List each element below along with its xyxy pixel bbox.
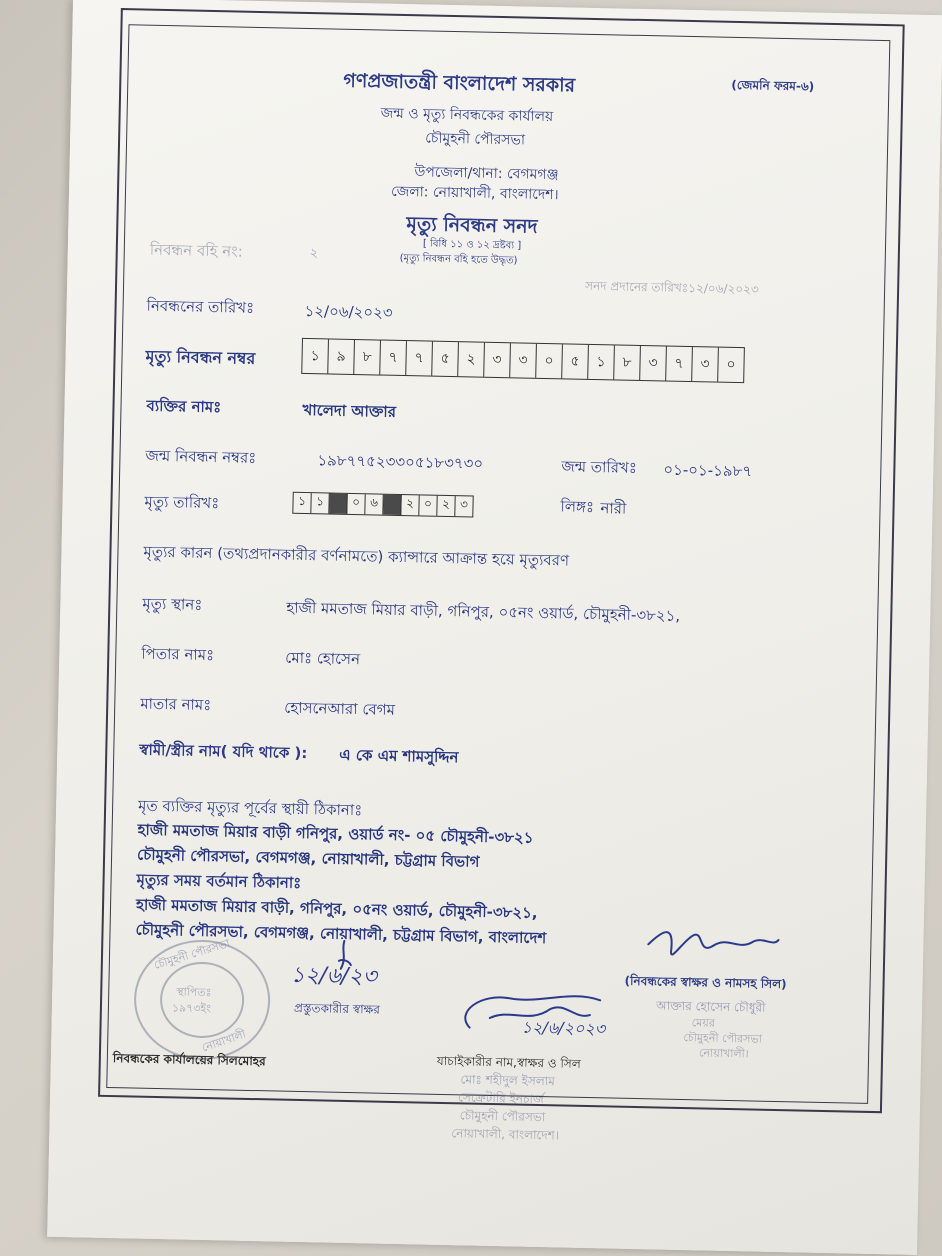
death-place: হাজী মমতাজ মিয়ার বাড়ী, গনিপুর, ০৫নং ওয়ার্ড, চৌমুহনী-৩৮২১, xyxy=(286,598,681,625)
verifier-label: যাচাইকারীর নাম,স্বাক্ষর ও সিল xyxy=(436,1053,581,1071)
registrar-stamp-district: নোয়াখালী। xyxy=(698,1046,749,1061)
verifier-stamp-title: সেক্রেটারি ইনচার্জ xyxy=(457,1090,544,1107)
birth-reg-number: ১৯৮৭৭৫২৩৩০৫১৮৩৭৩০ xyxy=(317,451,484,473)
date-separator-cell xyxy=(383,495,401,515)
form-number: (জেমনি ফরম-৬) xyxy=(731,77,815,94)
person-name-label: ব্যক্তির নামঃ xyxy=(146,396,222,417)
birth-reg-label: জন্ম নিবন্ধন নম্বরঃ xyxy=(145,446,257,467)
verifier-stamp-office: চৌমুহনী পৌরসভা xyxy=(459,1108,546,1125)
death-date-boxes xyxy=(292,492,473,518)
preparer-signature-label: প্রস্তুতকারীর স্বাক্ষর xyxy=(293,1000,381,1017)
certificate-title: মৃত্যু নিবন্ধন সনদ xyxy=(406,213,538,238)
gender: নারী xyxy=(600,499,627,518)
registrar-signature-label: (নিবন্ধকের স্বাক্ষর ও নামসহ সিল) xyxy=(624,973,787,992)
registrar-stamp-office: চৌমুহনী পৌরসভা xyxy=(683,1031,762,1046)
seal-top-text: চৌমুহনী পৌরসভা xyxy=(152,936,232,972)
cause-of-death: মৃত্যুর কারন (তথ্যপ্রদানকারীর বর্ণনামতে) ক্যান্সারে আক্রান্ত হয়ে মৃত্যুবরণ xyxy=(143,542,570,570)
dob-label: জন্ম তারিখঃ xyxy=(561,457,638,477)
father-name: মোঃ হোসেন xyxy=(285,648,361,669)
death-date-digit-cell: ১ xyxy=(293,493,311,513)
reg-digit-cell: ৭ xyxy=(380,341,407,376)
registrar-stamp-name: আক্তার হোসেন চৌধুরী xyxy=(655,998,766,1015)
reg-digit-cell: ৮ xyxy=(614,345,641,380)
office-seal-label: নিবন্ধকের কার্যালয়ের সিলমোহর xyxy=(112,1051,266,1069)
spouse-name: এ কে এম শামসুদ্দিন xyxy=(339,745,459,767)
spouse-name-label: স্বামী/স্ত্রীর নাম( যদি থাকে ): xyxy=(139,740,308,763)
current-address-line2: চৌমুহনী পৌরসভা, বেগমগঞ্জ, নোয়াখালী, চট্টগ্রাম বিভাগ, বাংলাদেশ xyxy=(135,920,547,948)
office-name: জন্ম ও মৃত্যু নিবন্ধকের কার্যালয় xyxy=(380,105,554,126)
seal-bottom-text: নোয়াখালী xyxy=(200,1027,248,1055)
seal-mid-text-1: স্থাপিতঃ xyxy=(176,985,212,1000)
death-date-digit-cell: ০ xyxy=(419,495,437,515)
date-of-birth: ০১-০১-১৯৮৭ xyxy=(663,460,753,481)
registration-date-label: নিবন্ধনের তারিখঃ xyxy=(146,296,255,317)
reg-digit-cell: ৭ xyxy=(666,347,693,382)
preparer-date: ১২/৬/২৩ xyxy=(290,962,378,990)
death-date-digit-cell: ২ xyxy=(437,496,455,516)
permanent-address-line2: চৌমুহনী পৌরসভা, বেগমগঞ্জ, নোয়াখালী, চট্টগ্রাম বিভাগ xyxy=(136,845,480,871)
verifier-date: ১২/৬/২০২৩ xyxy=(521,1017,606,1039)
registrar-stamp-title: মেয়র xyxy=(691,1016,715,1030)
death-date-digit-cell: ২ xyxy=(401,495,419,515)
gender-label: লিঙ্গঃ xyxy=(560,497,595,517)
reg-digit-cell: ৩ xyxy=(510,343,537,378)
death-date-digit-cell: ১ xyxy=(311,493,329,513)
municipality-name: চৌমুহনী পৌরসভা xyxy=(425,130,526,149)
upazila-line: উপজেলা/থানা: বেগমগঞ্জ xyxy=(414,164,559,184)
permanent-address-line1: হাজী মমতাজ মিয়ার বাড়ী গনিপুর, ওয়ার্ড নং- ০৫ চৌমুহনী-৩৮২১ xyxy=(137,820,534,847)
reg-digit-cell: ২ xyxy=(458,342,485,377)
govt-title: গণপ্রজাতন্ত্রী বাংলাদেশ সরকার xyxy=(343,69,576,97)
mother-name: হোসনেআরা বেগম xyxy=(284,698,396,719)
reg-digit-cell: ৭ xyxy=(406,341,433,376)
death-date-digit-cell: ৩ xyxy=(459,497,469,512)
death-date-digit-cell: ৬ xyxy=(365,494,383,514)
death-date-label: মৃত্যু তারিখঃ xyxy=(144,492,220,513)
reg-digit-cell: ১ xyxy=(588,345,615,380)
extract-note: (মৃত্যু নিবন্ধন বহি হতে উদ্ধৃত) xyxy=(399,252,518,267)
book-number-label: নিবন্ধন বহি নং: xyxy=(149,240,243,261)
reg-digit-cell: ৮ xyxy=(354,340,381,375)
reg-digit-cell: ৯ xyxy=(328,339,355,374)
reg-digit-cell: ৩ xyxy=(640,346,667,381)
reg-digit-cell: ০ xyxy=(726,356,736,373)
rule-reference: [ বিধি ১১ ও ১২ দ্রষ্টব্য ] xyxy=(422,238,522,252)
date-separator-cell xyxy=(329,494,347,514)
reg-digit-cell: ০ xyxy=(536,344,563,379)
book-number: ২ xyxy=(309,246,319,262)
seal-mid-text-2: ১৯৭৩ইং xyxy=(171,1001,212,1016)
reg-digit-cell: ৫ xyxy=(432,342,459,377)
reg-digit-cell: ১ xyxy=(302,339,329,374)
reg-digit-cell: ৩ xyxy=(692,347,719,382)
permanent-address-label: মৃত ব্যক্তির মৃত্যুর পূর্বের স্থায়ী ঠিকানাঃ xyxy=(137,796,363,820)
district-line: জেলা: নোয়াখালী, বাংলাদেশ। xyxy=(390,183,559,204)
registration-date: ১২/০৬/২০২৩ xyxy=(304,301,393,322)
father-name-label: পিতার নামঃ xyxy=(141,644,215,665)
reg-digit-cell: ৩ xyxy=(484,343,511,378)
person-name: খালেদা আক্তার xyxy=(302,400,397,421)
verifier-stamp-name: মোঃ শহীদুল ইসলাম xyxy=(460,1072,556,1089)
current-address-line1: হাজী মমতাজ মিয়ার বাড়ী, গনিপুর, ০৫নং ওয়ার্ড, চৌমুহনী-৩৮২১, xyxy=(135,895,538,922)
certificate-paper xyxy=(47,0,942,1255)
mother-name-label: মাতার নামঃ xyxy=(140,694,212,715)
verifier-stamp-district: নোয়াখালী, বাংলাদেশ। xyxy=(451,1126,560,1143)
registrar-signature xyxy=(643,909,784,972)
reg-digit-cell: ৫ xyxy=(562,344,589,379)
current-address-label: মৃত্যুর সময় বর্তমান ঠিকানাঃ xyxy=(136,870,302,892)
death-reg-number-label: মৃত্যু নিবন্ধন নম্বর xyxy=(145,346,256,368)
death-date-digit-cell: ০ xyxy=(347,494,365,514)
issue-date: সনদ প্রদানের তারিখঃ১২/০৬/২০২৩ xyxy=(584,278,759,297)
death-place-label: মৃত্যু স্থানঃ xyxy=(142,594,203,614)
